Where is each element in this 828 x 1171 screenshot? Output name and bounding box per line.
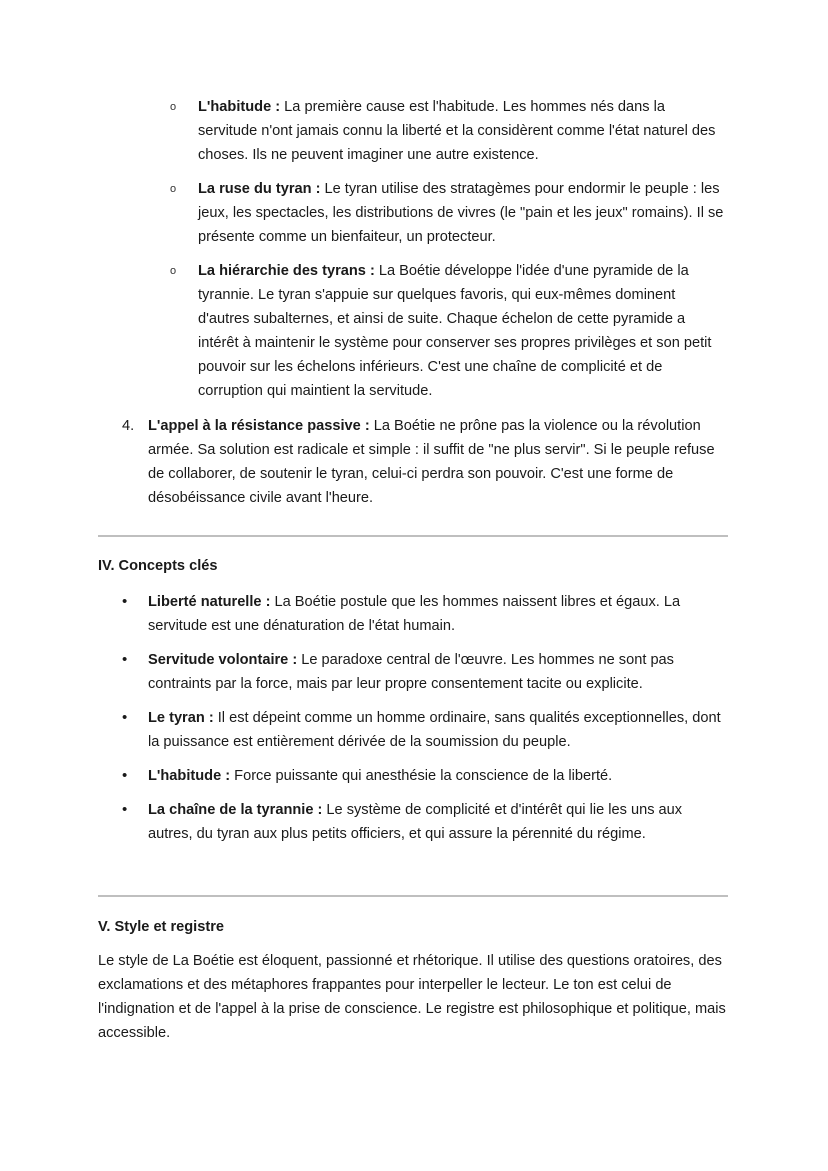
section-divider	[98, 535, 728, 537]
section-divider	[98, 895, 728, 897]
item-text: La Boétie ne prône pas la violence ou la révolution armée. Sa solution est radicale et simple : il suffit de "ne plus servir". Si le peuple refuse de collaborer, de soutenir le tyran, celui-ci perdra son pouvoir. C'est une forme de désobéissance civile avant l'heure.	[148, 418, 715, 506]
bullet-icon: •	[122, 709, 128, 726]
item-term: Le tyran :	[148, 710, 214, 726]
list-item	[0, 590, 730, 638]
list-item	[0, 177, 726, 249]
item-term: La ruse du tyran :	[198, 181, 321, 197]
bullet-icon: •	[122, 801, 128, 818]
item-term: Servitude volontaire :	[148, 652, 298, 668]
numbered-item-4	[0, 414, 828, 510]
style-paragraph: Le style de La Boétie est éloquent, passionné et rhétorique. Il utilise des questions oratoires, des exclamations et des métaphores frappantes pour interpeller le lecteur. Le ton est celui de l'indignation et de l'appel à la prise de conscience. Le registre est philosophique et politique, mais accessible.	[98, 953, 726, 1041]
item-term: La hiérarchie des tyrans :	[198, 263, 375, 279]
item-text: Le système de complicité et d'intérêt qui lie les uns aux autres, du tyran aux plus petits officiers, et qui assure la pérennité du régime.	[148, 802, 683, 842]
item-term: L'habitude :	[198, 99, 281, 115]
list-item	[0, 648, 730, 696]
bullet-icon: •	[122, 651, 128, 668]
item-text: La Boétie développe l'idée d'une pyramide de la tyrannie. Le tyran s'appuie sur quelques favoris, qui eux-mêmes dominent d'autres subalternes, et ainsi de suite. Chaque échelon de cette pyramide a intérêt à maintenir le système pour conserver ses propres privilèges et son petit pouvoir sur les échelons inférieurs. C'est une chaîne de complicité et de corruption qui maintient la servitude.	[198, 263, 712, 399]
item-text: La Boétie postule que les hommes naissent libres et égaux. La servitude est une dénaturation de l'état humain.	[148, 594, 681, 634]
bullet-icon: •	[122, 593, 128, 610]
circle-bullet-icon: o	[170, 183, 177, 195]
list-item	[0, 798, 730, 846]
causes-sublist	[0, 95, 828, 413]
item-text: Force puissante qui anesthésie la conscience de la liberté.	[230, 768, 613, 784]
item-term: La chaîne de la tyrannie :	[148, 802, 323, 818]
item-term: L'habitude :	[148, 768, 231, 784]
item-number: 4.	[122, 418, 135, 434]
item-text: Le tyran utilise des stratagèmes pour endormir le peuple : les jeux, les spectacles, les distributions de vivres (le "pain et les jeux" romains). Il se présente comme un bienfaiteur, un protecteur.	[198, 181, 724, 245]
item-term: L'appel à la résistance passive :	[148, 418, 370, 434]
list-item	[0, 95, 726, 167]
bullet-icon: •	[122, 767, 128, 784]
item-text: Il est dépeint comme un homme ordinaire, sans qualités exceptionnelles, dont la puissance est entièrement dérivée de la soumission du peuple.	[148, 710, 721, 750]
item-text: La première cause est l'habitude. Les hommes nés dans la servitude n'ont jamais connu la liberté et la considèrent comme l'état naturel des choses. Ils ne peuvent imaginer une autre existence.	[198, 99, 716, 163]
list-item	[0, 764, 730, 788]
item-body	[0, 414, 728, 510]
section-heading-style: V. Style et registre	[98, 919, 225, 935]
circle-bullet-icon: o	[170, 265, 177, 277]
circle-bullet-icon: o	[170, 101, 177, 113]
section-heading-concepts: IV. Concepts clés	[98, 558, 218, 574]
item-term: Liberté naturelle :	[148, 594, 271, 610]
list-item	[0, 706, 730, 754]
concepts-list	[0, 590, 828, 856]
list-item	[0, 259, 726, 403]
item-text: Le paradoxe central de l'œuvre. Les hommes ne sont pas contraints par la force, mais par leur propre consentement tacite ou explicite.	[148, 652, 674, 692]
